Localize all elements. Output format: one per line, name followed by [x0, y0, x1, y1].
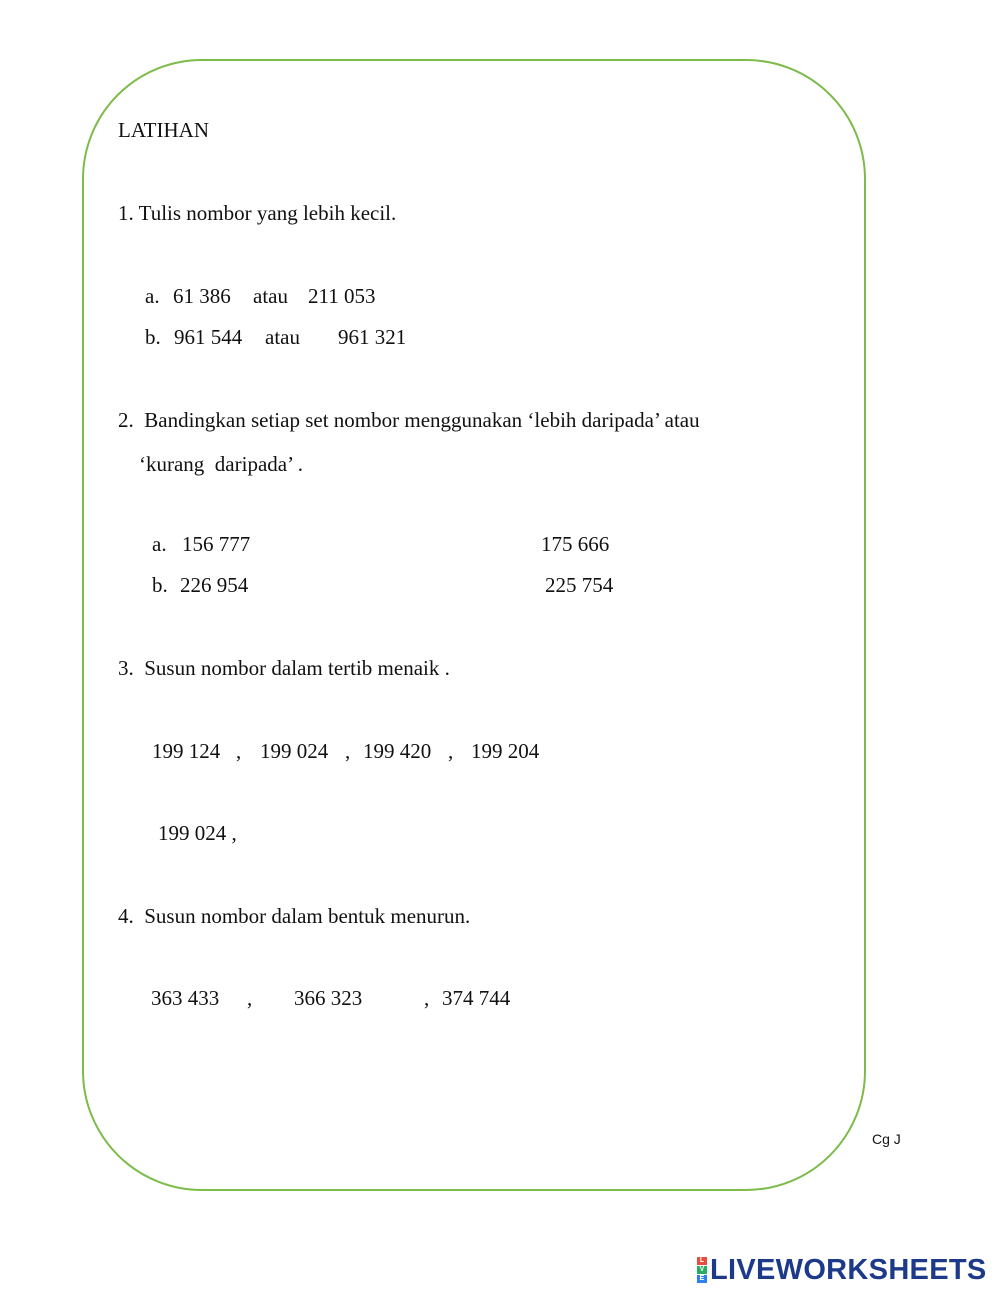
q2-prompt-line-1: 2. Bandingkan setiap set nombor menggunakan ‘lebih daripada’ atau	[118, 408, 700, 432]
logo-block-e: E	[697, 1275, 707, 1283]
q3-prompt: 3. Susun nombor dalam tertib menaik .	[118, 656, 450, 680]
q4-comma: ,	[424, 986, 430, 1010]
q3-number-3: 199 420	[363, 739, 432, 763]
q1-a-atau: atau	[253, 284, 288, 308]
q2-prompt-line-2: ‘kurang daripada’ .	[139, 452, 304, 476]
author-signature: Cg J	[872, 1131, 901, 1147]
q4-number-2: 366 323	[294, 986, 363, 1010]
q4-comma: ,	[247, 986, 253, 1010]
q3-number-1: 199 124	[152, 739, 221, 763]
q4-number-1: 363 433	[151, 986, 220, 1010]
q3-answer-start: 199 024 ,	[158, 821, 237, 845]
logo-block-v: V	[697, 1266, 707, 1274]
q1-prompt: 1. Tulis nombor yang lebih kecil.	[118, 201, 397, 225]
worksheet-title: LATIHAN	[118, 118, 209, 142]
q2-a-label: a.	[152, 532, 167, 556]
q1-a-number-1: 61 386	[173, 284, 231, 308]
q1-b-atau: atau	[265, 325, 300, 349]
logo-blocks-icon	[697, 1257, 707, 1283]
q3-comma: ,	[448, 739, 454, 763]
liveworksheets-logo	[697, 1255, 987, 1285]
q2-b-label: b.	[152, 573, 168, 597]
q2-b-number-2: 225 754	[545, 573, 614, 597]
q3-comma: ,	[236, 739, 242, 763]
logo-block-l: L	[697, 1257, 707, 1265]
q1-a-label: a.	[145, 284, 160, 308]
q2-a-number-1: 156 777	[182, 532, 251, 556]
q1-b-number-1: 961 544	[174, 325, 243, 349]
q2-b-number-1: 226 954	[180, 573, 249, 597]
q3-number-2: 199 024	[260, 739, 329, 763]
q1-b-number-2: 961 321	[338, 325, 407, 349]
q3-comma: ,	[345, 739, 351, 763]
q3-number-4: 199 204	[471, 739, 540, 763]
q1-b-label: b.	[145, 325, 161, 349]
q4-number-3: 374 744	[442, 986, 511, 1010]
logo-wordmark: LIVEWORKSHEETS	[710, 1253, 987, 1286]
q4-prompt: 4. Susun nombor dalam bentuk menurun.	[118, 904, 471, 928]
q1-a-number-2: 211 053	[308, 284, 376, 308]
q2-a-number-2: 175 666	[541, 532, 610, 556]
worksheet-frame	[82, 59, 866, 1191]
